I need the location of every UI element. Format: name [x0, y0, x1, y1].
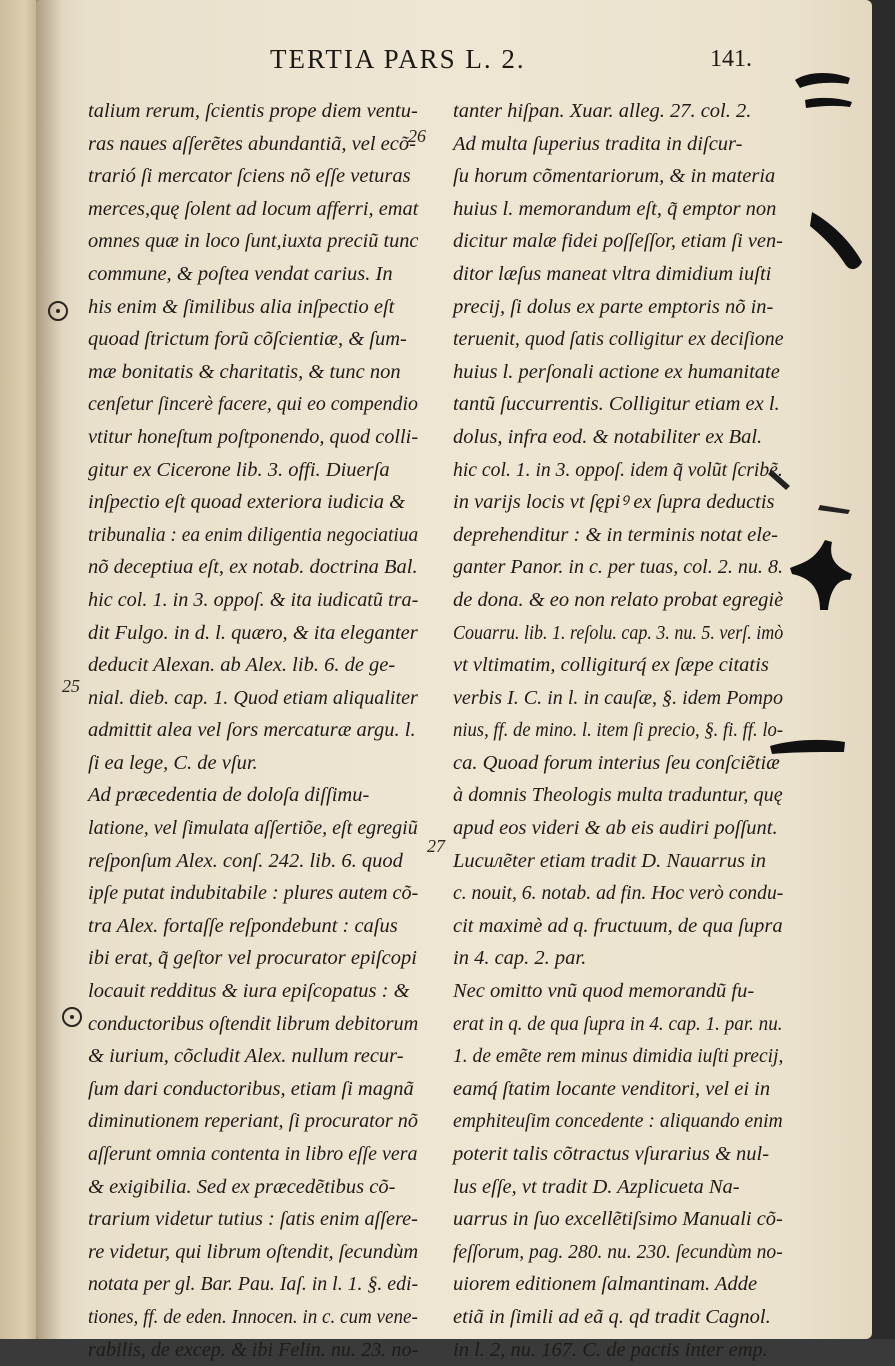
text-line: tra Alex. fortaſſe reſpondebunt : caſus — [88, 914, 398, 937]
margin-number-25: 25 — [62, 676, 80, 696]
text-line: admittit alea vel ſors mercaturæ argu. l. — [88, 719, 416, 742]
text-line: his enim & ſimilibus alia inſpectio eſt — [88, 295, 395, 318]
text-line: teruenit, quod ſatis colligitur ex deciſione — [453, 328, 784, 351]
margin-number-26: 26 — [408, 126, 426, 146]
ink-mark — [790, 540, 852, 610]
text-line: emphiteuſim concedente : aliquando enim — [453, 1110, 783, 1133]
ink-mark — [818, 505, 850, 514]
text-line: locauit redditus & iura epiſcopatus : & — [88, 980, 410, 1003]
text-line: huius l. perſonali actione ex humanitate — [453, 360, 780, 383]
text-line: vtitur honeſtum poſtponendo, quod colli- — [88, 425, 419, 448]
text-line: deducit Alexan. ab Alex. lib. 6. de ge- — [88, 654, 396, 677]
text-line: etiã in ſimili ad eã q. qd tradit Cagnol. — [453, 1305, 771, 1328]
text-line: uarrus in ſuo excellẽtiſsimo Manuali cõ- — [453, 1208, 783, 1231]
text-line: ca. Quoad forum interius ſeu conſciẽtiæ — [453, 751, 780, 774]
text-line: cit maximè ad q. fructuum, de qua ſupra — [453, 914, 783, 937]
text-line: verbis I. C. in l. in cauſæ, §. idem Pompo — [453, 686, 784, 709]
text-line: nius, ff. de mino. l. item ſi precio, §. fi. ff. lo- — [453, 719, 784, 742]
ink-mark — [810, 212, 862, 269]
text-line: & iurium, cõcludit Alex. nullum recur- — [88, 1045, 404, 1068]
text-line: ſi ea lege, C. de vſur. — [88, 751, 258, 774]
text-line: commune, & poſtea vendat carius. In — [88, 262, 393, 285]
text-line: merces,quę ſolent ad locum afferri, emat — [88, 197, 419, 220]
text-line: precij, ſi dolus ex parte emptoris nõ in- — [453, 295, 774, 318]
text-line: conductoribus oſtendit librum debitorum — [88, 1012, 419, 1035]
text-line: c. nouit, 6. notab. ad fin. Hoc verò condu- — [453, 882, 784, 905]
text-line: hic col. 1. in 3. oppoſ. idem q̃ volũt ſcribẽ. — [453, 458, 783, 481]
text-line: 1. de emẽte rem minus dimidia iuſti precij, — [453, 1045, 784, 1068]
text-line: ras naues aſſerẽtes abundantiã, vel ecõ- — [88, 132, 416, 155]
text-line: Nec omitto vnũ quod memorandũ fu- — [453, 980, 755, 1003]
ink-mark — [795, 73, 850, 88]
text-line: poterit talis cõtractus vſurarius & nul- — [453, 1143, 770, 1165]
text-line: à domnis Theologis multa traduntur, quę — [453, 784, 783, 807]
text-line: in 4. cap. 2. par. — [453, 947, 587, 970]
text-line: tribunalia : ea enim diligentia negociatiua — [88, 523, 419, 546]
text-line: trarió ſi mercator ſciens nõ eſſe veturas — [88, 165, 411, 188]
text-line: huius l. memorandum eſt, q̃ emptor non — [453, 197, 777, 220]
text-line: cenſetur ſincerè facere, qui eo compendio — [88, 393, 418, 416]
text-line: eamq́ ſtatim locante venditori, vel ei in — [453, 1077, 771, 1100]
text-line: Couarru. lib. 1. reſolu. cap. 3. nu. 5. verſ. imò — [453, 621, 784, 644]
text-line: dolus, infra eod. & notabiliter ex Bal. — [453, 425, 763, 448]
text-line: lus eſſe, vt tradit D. Azplicueta Na- — [453, 1175, 740, 1198]
ink-mark — [805, 98, 852, 108]
text-line: gitur ex Cicerone lib. 3. offi. Diuerſa — [88, 458, 390, 481]
text-line: uiorem editionem ſalmantinam. Adde — [453, 1273, 758, 1296]
text-line: ditor læſus maneat vltra dimidium iuſti — [453, 262, 772, 285]
text-line: tanter hiſpan. Xuar. alleg. 27. col. 2. — [453, 100, 752, 122]
text-line: quoad ſtrictum forũ cõſcientiæ, & ſum- — [88, 328, 407, 351]
text-line: ganter Panor. in c. per tuas, col. 2. nu. 8. — [453, 556, 784, 579]
right-text-column — [453, 95, 783, 1366]
text-line: in l. 2, nu. 167. C. de pactis inter emp. — [453, 1338, 768, 1361]
text-line: reſponſum Alex. conſ. 242. lib. 6. quod — [88, 849, 403, 872]
text-line: deprehenditur : & in terminis notat ele- — [453, 523, 778, 546]
text-line: talium rerum, ſcientis prope diem ventu- — [88, 100, 418, 122]
text-line: Ad præcedentia de doloſa diſſimu- — [88, 784, 370, 807]
text-line: dicitur malæ fidei poſſeſſor, etiam ſi ven- — [453, 230, 783, 253]
text-line: & exigibilia. Sed ex præcedẽtibus cõ- — [88, 1175, 396, 1198]
text-line: rabilis, de excep. & ibi Felin. nu. 23. no- — [88, 1338, 419, 1361]
running-head: TERTIA PARS L. 2. — [270, 44, 526, 74]
text-line: diminutionem reperiant, ſi procurator nõ — [88, 1110, 418, 1133]
text-line: notata per gl. Bar. Pau. Iaſ. in l. 1. §. edi- — [88, 1273, 419, 1296]
text-line: aſſerunt omnia contenta in libro eſſe vera — [88, 1143, 418, 1165]
text-line: re videtur, qui librum oſtendit, ſecundùm — [88, 1240, 419, 1263]
text-line: Lucuлẽter etiam tradit D. Nauarrus in — [453, 849, 767, 872]
text-line: tantũ ſuccurrentis. Colligitur etiam ex l. — [453, 393, 780, 416]
text-line: hic col. 1. in 3. oppoſ. & ita iudicatũ tra- — [88, 588, 419, 611]
folio-number: 141. — [710, 46, 752, 72]
text-line: latione, vel ſimulata aſſertiõe, eſt egregiũ — [88, 817, 418, 840]
text-line: tiones, ff. de eden. Innocen. in c. cum vene- — [88, 1305, 418, 1328]
text-line: ibi erat, q̃ geſtor vel procurator epiſcopi — [88, 947, 417, 970]
text-line: inſpectio eſt quoad exteriora iudicia & — [88, 491, 406, 514]
text-line: ſum dari conductoribus, etiam ſi magnã — [88, 1077, 414, 1100]
text-line: nial. dieb. cap. 1. Quod etiam aliqualiter — [88, 686, 418, 709]
left-text-column — [88, 95, 418, 1366]
text-line: Ad multa ſuperius tradita in diſcur- — [453, 132, 743, 155]
text-line: in varijs locis vt ſępiꝰ ex ſupra deductis — [453, 491, 775, 514]
text-line: vt vltimatim, colligiturq́ ex ſæpe citatis — [453, 654, 769, 677]
margin-number-27: 27 — [427, 836, 445, 856]
text-line: omnes quæ in loco ſunt,iuxta preciũ tunc — [88, 230, 419, 253]
text-line: trarium videtur tutius : ſatis enim aſſere- — [88, 1208, 418, 1231]
text-line: mæ bonitatis & charitatis, & tunc non — [88, 360, 401, 383]
text-line: feſſorum, pag. 280. nu. 230. ſecundùm no- — [453, 1240, 783, 1263]
text-line: de dona. & eo non relato probat egregiè — [453, 588, 784, 611]
text-line: erat in q. de qua ſupra in 4. cap. 1. par. nu. — [453, 1012, 783, 1035]
text-line: ſu horum cõmentariorum, & in materia — [453, 165, 776, 188]
text-line: ipſe putat indubitabile : plures autem cõ- — [88, 882, 419, 905]
text-line: nõ deceptiua eſt, ex notab. doctrina Bal. — [88, 556, 418, 579]
text-line: apud eos videri & ab eis audiri poſſunt. — [453, 817, 778, 840]
text-line: dit Fulgo. in d. l. quæro, & ita eleganter — [88, 621, 418, 644]
